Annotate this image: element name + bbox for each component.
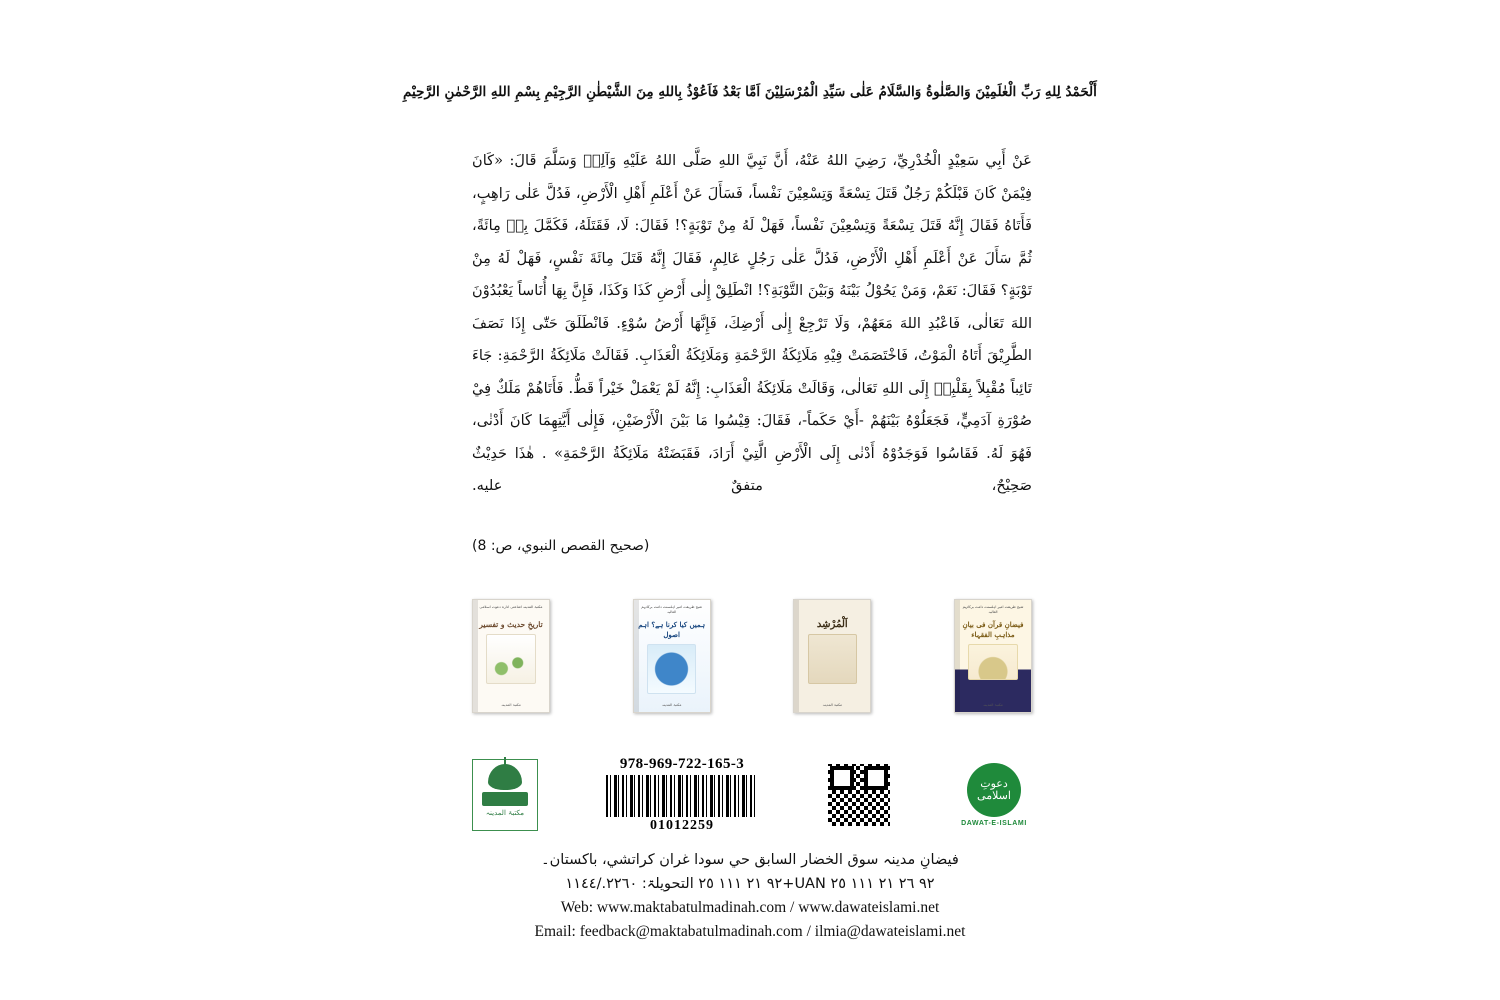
dawat-e-islami-logo: [956, 759, 1032, 831]
dawat-logo-arabic-text: دعوتِ اسلامی: [967, 763, 1021, 817]
book-spine: [473, 600, 478, 712]
maktaba-logo-label: مکتبۃ المدینہ: [485, 809, 525, 817]
hadith-body-block: [472, 145, 1032, 503]
barcode-icon: [606, 775, 758, 817]
source-citation: (صحيح القصص النبوي، ص: 8): [472, 538, 650, 554]
dawat-logo-english-text: DAWAT-E-ISLAMI: [961, 820, 1027, 827]
book-title: اَلْمُرْشِد: [816, 619, 848, 630]
book-publisher-text: مکتبۃ المدینہ: [661, 703, 682, 707]
book-cover-item[interactable]: [793, 599, 871, 713]
footer-email[interactable]: Email: feedback@maktabatulmadinah.com / ilmia@dawateislami.net: [534, 923, 966, 940]
publisher-meta-row: [472, 756, 1032, 834]
hadith-text: عَنْ أَبِي سَعِيْدٍ الْخُدْرِيِّ، رَضِيَ اللهُ عَنْهُ، أَنَّ نَبِيَّ اللهِ صَلَّى اللهُ عَلَيْهِ وَآلِهٖ وَسَلَّمَ قَالَ: «كَانَ فِيْمَنْ كَانَ قَبْلَكُمْ رَجُلٌ قَتَلَ تِسْعَةً وَتِسْعِيْنَ نَفْساً، فَسَأَلَ عَنْ أَعْلَمِ أَهْلِ الْأَرْضِ، فَدُلَّ عَلٰى رَاهِبٍ، فَأَتَاهُ فَقَالَ إِنَّهُ قَتَلَ تِسْعَةً وَتِسْعِيْنَ نَفْساً، فَهَلْ لَهُ مِنْ تَوْبَةٍ؟! فَقَالَ: لَا، فَقَتَلَهُ، فَكَمَّلَ بِهٖ مِائَةً، ثُمَّ سَأَلَ عَنْ أَعْلَمِ أَهْلِ الْأَرْضِ، فَدُلَّ عَلٰى رَجُلٍ عَالِمٍ، فَقَالَ إِنَّهُ قَتَلَ مِائَةَ نَفْسٍ، فَهَلْ لَهُ مِنْ تَوْبَةٍ؟ فَقَالَ: نَعَمْ، وَمَنْ يَحُوْلُ بَيْنَهُ وَبَيْنَ التَّوْبَةِ؟! انْطَلِقْ إِلٰى أَرْضِ كَذَا وَكَذَا، فَإِنَّ بِهَا أُنَاساً يَعْبُدُوْنَ اللهَ تَعَالٰى، فَاعْبُدِ اللهَ مَعَهُمْ، وَلَا تَرْجِعْ إِلٰى أَرْضِكَ، فَإِنَّهَا أَرْضُ سُوْءٍ. فَانْطَلَقَ حَتّٰى إِذَا نَصَفَ الطَّرِيْقَ أَتَاهُ الْمَوْتُ، فَاخْتَصَمَتْ فِيْهِ مَلَائِكَةُ الرَّحْمَةِ وَمَلَائِكَةُ الْعَذَابِ. فَقَالَتْ مَلَائِكَةُ الرَّحْمَةِ: جَاءَ تَائِباً مُقْبِلاً بِقَلْبِهٖ إِلَى اللهِ تَعَالٰى، وَقَالَتْ مَلَائِكَةُ الْعَذَابِ: إِنَّهُ لَمْ يَعْمَلْ خَيْراً قَطُّ. فَأَتَاهُمْ مَلَكٌ فِيْ صُوْرَةِ آدَمِيٍّ، فَجَعَلُوْهُ بَيْنَهُمْ -أَيْ حَكَماً-، فَقَالَ: قِيْسُوا مَا بَيْنَ الْأَرْضَيْنِ، فَإِلٰى أَيَّتِهِمَا كَانَ أَدْنٰى، فَهُوَ لَهُ. فَقَاسُوا فَوَجَدُوْهُ أَدْنٰى إِلَى الْأَرْضِ الَّتِيْ أَرَادَ، فَقَبَضَتْهُ مَلَائِكَةُ الرَّحْمَةِ» . هٰذَا حَدِيْثٌ صَحِيْحٌ، متفقٌ عليه.: [472, 152, 1032, 494]
book-cover-item[interactable]: [633, 599, 711, 713]
isbn-number: 978-969-722-165-3: [619, 756, 745, 772]
book-covers-row: [472, 588, 1032, 713]
book-title: ہمیں کیا کرنا ہے؟ اہم اصول: [638, 620, 706, 639]
book-spine: [634, 600, 639, 712]
mosque-base-icon: [482, 792, 528, 806]
book-publisher-text: مکتبۃ المدینہ: [501, 703, 521, 707]
book-top-text: [800, 605, 865, 617]
footer-contact-block: [0, 848, 1500, 944]
book-top-text: شیخ طریقت امیر اہلسنت دامت برکاتہم العالیہ: [962, 605, 1024, 614]
mosque-dome-icon: [488, 764, 522, 790]
book-spine: [955, 600, 960, 712]
qr-code-icon[interactable]: [826, 762, 892, 828]
book-cover-art: [968, 644, 1017, 680]
book-cover-art: [808, 634, 857, 684]
book-top-text: مکتبۃ المدینہ اشاعتی ادارہ دعوت اسلامی: [479, 605, 543, 609]
book-cover-art: [486, 634, 535, 684]
footer-website[interactable]: Web: www.maktabatulmadinah.com / www.dawateislami.net: [560, 899, 940, 916]
book-publisher-text: مکتبۃ المدینہ: [983, 703, 1003, 707]
basmala-header: أَلْحَمْدُ لِلهِ رَبِّ الْعٰلَمِيْنَ وَالصَّلٰوةُ وَالسَّلَامُ عَلٰى سَيِّدِ الْمُرْسَلِيْنَ اَمَّا بَعْدُ فَاَعُوْذُ بِاللهِ مِنَ الشَّيْطٰنِ الرَّجِيْمِ بِسْمِ اللهِ الرَّحْمٰنِ الرَّحِيْمِ: [403, 84, 1097, 100]
barcode-block: [602, 756, 762, 834]
footer-phone: ٩٢ ٢٦ ٢١ ١١١ ٢٥ UAN+٩٢ ٢١ ١١١ ٢٥ التحویلۃ: ٢٢٦٠./١١٤٤: [565, 876, 935, 892]
book-cover-item[interactable]: [472, 599, 550, 713]
book-cover-item[interactable]: [954, 599, 1032, 713]
maktabatul-madinah-logo: [472, 759, 538, 831]
footer-address: فیضانِ مدینہ سوق الخضار السابق حي سودا غران کراتشي، باکستان۔: [541, 852, 959, 868]
book-publisher-text: مکتبۃ المدینہ: [822, 703, 843, 707]
barcode-number: 01012259: [650, 818, 714, 833]
book-cover-art: [647, 644, 696, 694]
book-top-text: شیخ طریقت امیر اہلسنت دامت برکاتہم العالیہ: [641, 605, 703, 614]
book-title: فیضانِ قرآن فی بیانِ مذاہبِ الفقہاء: [962, 620, 1024, 639]
book-spine: [794, 600, 799, 712]
book-title: تاریخِ حدیث و تفسیر: [479, 620, 543, 629]
